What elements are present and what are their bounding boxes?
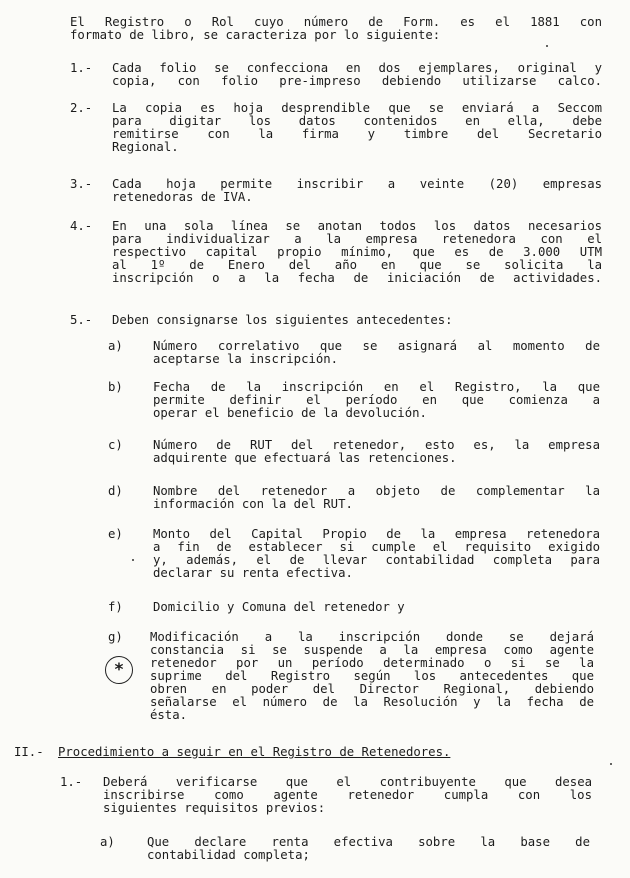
subitem-g-text [150, 631, 594, 722]
subitem-c-text [153, 439, 600, 465]
subitem-line: señalarse el número de la Resolución y la fecha de [150, 695, 594, 709]
scan-speck [610, 763, 612, 765]
subitem-line: retenedor por un período determinado o si se la [150, 656, 594, 670]
subitem-line: ésta. [150, 708, 188, 722]
point-3-text [112, 178, 602, 204]
subitem-letter: g) [108, 630, 123, 644]
point-line: Regional. [112, 140, 179, 154]
subitem-line: Número correlativo que se asignará al momento de [153, 339, 600, 353]
subitem-line: información con la del RUT. [153, 497, 353, 511]
subitem-line: Modificación a la inscripción donde se dejará [150, 630, 594, 644]
point-1-text [112, 62, 602, 88]
subitem-line: operar el beneficio de la devolución. [153, 406, 427, 420]
point-line: respectivo capital propio mínimo, que es de 3.000 UTM [112, 245, 602, 259]
point-line: copia, con folio pre-impreso debiendo utilizarse calco. [112, 74, 602, 88]
section2-point-1-text [103, 776, 592, 815]
point-line: inscribirse como agente retenedor cumpla con los [103, 788, 592, 802]
point-line: Cada folio se confecciona en dos ejemplares, original y [112, 61, 602, 75]
subitem-line: a fin de establecer si cumple el requisito exigido [153, 540, 600, 554]
point-line: para individualizar a la empresa retenedora con el [112, 232, 602, 246]
point-line: Deberá verificarse que el contribuyente que desea [103, 775, 592, 789]
subitem-f-text [153, 601, 600, 614]
subitem-letter: a) [108, 339, 123, 353]
section-title: Procedimiento a seguir en el Registro de Retenedores. [58, 745, 451, 759]
subitem-letter: a) [100, 835, 115, 849]
point-line: remitirse con la firma y timbre del Secretario [112, 127, 602, 141]
point-2-text [112, 102, 602, 154]
subitem-line: Que declare renta efectiva sobre la base de [147, 835, 590, 849]
subitem-e-text [153, 528, 600, 580]
point-line: Deben consignarse los siguientes antecedentes: [112, 313, 453, 327]
point-line: La copia es hoja desprendible que se enviará a Seccom [112, 101, 602, 115]
intro-paragraph [70, 16, 602, 42]
section2-subitem-a-text [147, 836, 590, 862]
point-line: En una sola línea se anotan todos los datos necesarios [112, 219, 602, 233]
point-line: al 1º de Enero del año en que se solicita la [112, 258, 602, 272]
point-5-text [112, 314, 602, 327]
circled-asterisk-mark: * [105, 656, 133, 684]
point-line: inscripción o a la fecha de iniciación de actividades. [112, 271, 602, 285]
subitem-line: constancia si se suspende a la empresa como agente [150, 643, 594, 657]
subitem-line: contabilidad completa; [147, 848, 310, 862]
subitem-line: y, además, el de llevar contabilidad completa para [153, 553, 600, 567]
point-line: retenedoras de IVA. [112, 190, 253, 204]
intro-line: El Registro o Rol cuyo número de Form. es el 1881 con [70, 15, 602, 29]
subitem-line: permite definir el período en que comienza a [153, 393, 600, 407]
subitem-line: Domicilio y Comuna del retenedor y [153, 600, 405, 614]
subitem-line: Número de RUT del retenedor, esto es, la empresa [153, 438, 600, 452]
subitem-line: suprime del Registro según los antecedentes que [150, 669, 594, 683]
point-number: 3.- [70, 177, 93, 191]
scan-speck [546, 45, 548, 47]
point-number: 5.- [70, 313, 93, 327]
point-line: Cada hoja permite inscribir a veinte (20) empresas [112, 177, 602, 191]
scan-speck [132, 559, 134, 561]
subitem-line: declarar su renta efectiva. [153, 566, 353, 580]
subitem-letter: b) [108, 380, 123, 394]
section-number: II.- [14, 745, 44, 759]
subitem-line: obren en poder del Director Regional, debiendo [150, 682, 594, 696]
subitem-letter: d) [108, 484, 123, 498]
point-number: 4.- [70, 219, 93, 233]
subitem-letter: c) [108, 438, 123, 452]
subitem-d-text [153, 485, 600, 511]
subitem-line: adquirente que efectuará las retenciones. [153, 451, 457, 465]
subitem-line: Nombre del retenedor a objeto de complementar la [153, 484, 600, 498]
subitem-line: Fecha de la inscripción en el Registro, la que [153, 380, 600, 394]
point-number: 2.- [70, 101, 93, 115]
point-number: 1.- [70, 61, 93, 75]
subitem-b-text [153, 381, 600, 420]
subitem-line: Monto del Capital Propio de la empresa retenedora [153, 527, 600, 541]
subitem-a-text [153, 340, 600, 366]
point-4-text [112, 220, 602, 285]
point-line: para digitar los datos contenidos en ella, debe [112, 114, 602, 128]
subitem-line: aceptarse la inscripción. [153, 352, 339, 366]
point-line: siguientes requisitos previos: [103, 801, 326, 815]
subitem-letter: f) [108, 600, 123, 614]
subitem-letter: e) [108, 527, 123, 541]
point-number: 1.- [60, 775, 83, 789]
intro-line: formato de libro, se caracteriza por lo siguiente: [70, 28, 441, 42]
